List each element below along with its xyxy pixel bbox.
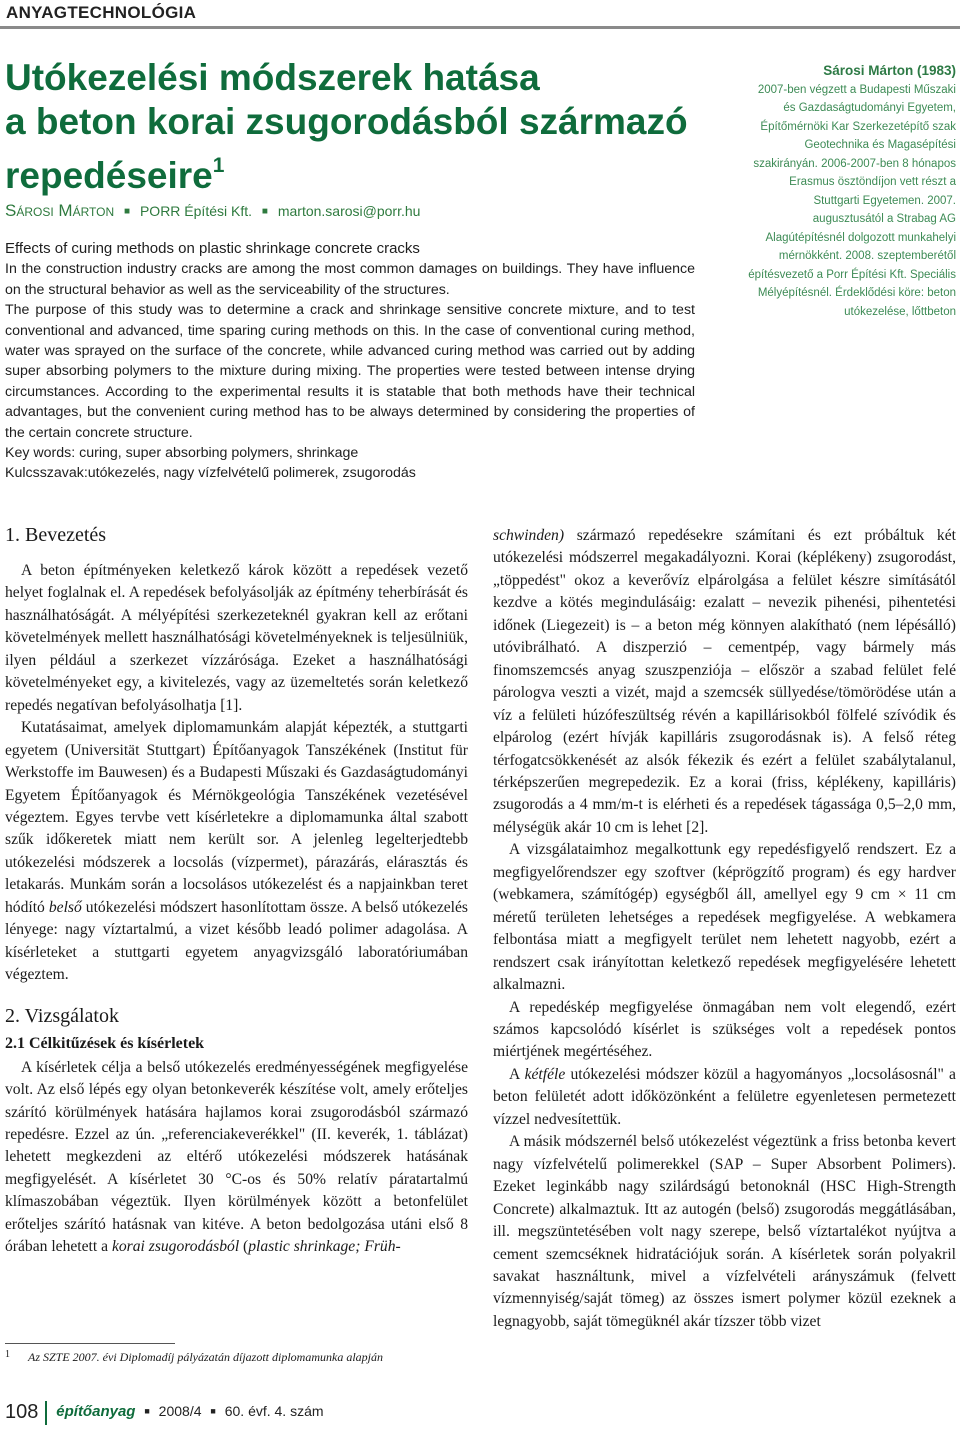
- section-header: ANYAGTECHNOLÓGIA: [0, 0, 960, 27]
- byline: [5, 201, 745, 221]
- author-name: Sárosi Márton: [5, 201, 115, 220]
- body-text: utókezelési módszert hasonlítottam össze. A belső utókezelés lényege: nagy víztartalmú, a vizet később leadó polimer adagolása. A kísérleteket a stuttgarti egyetem anyagvizsgáló laboratóriumában végeztem.: [5, 898, 468, 984]
- journal-issue: 2008/4: [158, 1403, 202, 1419]
- abstract-paragraph: [5, 300, 695, 443]
- section-heading: 2. Vizsgálatok: [5, 1004, 119, 1027]
- body-emphasis: plastic shrinkage; Früh-: [248, 1238, 401, 1256]
- body-paragraph: A vizsgálataimhoz megalkottunk egy repedésfigyelő rendszert. Ez a megfigyelőrendszer egy szoftver (képrögzítő program) és egy hardver (webkamera, számítógép) egységből áll, amellyel egy 9 cm × 11 cm méretű területen lehetséges a repedések megfigyelése. A webkamera felbontása miatt a megfigyelt terület nem lehetett nagyobb, ezért a rendszert csak irányítottan keletkező repedések megfigyelésére lehetett alkalmazni.: [493, 841, 956, 994]
- body-text: A: [509, 1065, 525, 1083]
- header-rule: [0, 26, 960, 29]
- footer-separator: ■: [144, 1406, 150, 1416]
- journal-volume: 60. évf. 4. szám: [224, 1403, 324, 1419]
- author-email[interactable]: marton.sarosi@porr.hu: [277, 203, 421, 219]
- keywords-english: Key words: curing, super absorbing polymers, shrinkage: [5, 445, 359, 462]
- footnote-text: Az SZTE 2007. évi Diplomadíj pályázatán díjazott diplomamunka alapján: [28, 1350, 383, 1364]
- title-line-2: a beton korai zsugorodásból származó: [5, 101, 688, 142]
- body-emphasis: kétféle: [524, 1065, 566, 1083]
- abstract-paragraph: In the construction industry cracks are among the most common damages on buildings. They have influence on the structural behavior as well as the serviceability of the structures.: [5, 261, 695, 298]
- bio-text: 2007-ben végzett a Budapesti Műszaki és Gazdaságtudományi Egyetem, Építőmérnöki Kar Szerkezetépítő szak Geotechnika és Magasépítési szakirányán. 2006-2007-ben 8 hónapos Erasmus ösztöndíjon vett részt a Stuttgarti Egyetemen. 2007. augusztusától a Strabag AG Alagútépítésnél dolgozott munkahelyi mérnökként. 2008. szeptemberétől építésvezető a Porr Építési Kft. Speciális Mélyépítésnél. Érdeklődési köre: beton utókezelése, lőttbeton: [748, 83, 956, 318]
- footnote-mark: 1: [5, 1349, 10, 1360]
- body-emphasis: belső: [48, 898, 82, 916]
- body-text: származó repedésekre számítani és ezt próbáltuk két utókezelési módszerrel megakadályozni. Korai (képlékeny) zsugorodást, „töppedést" okoz a keverővíz elpárolgása a felület készre simításától kezdve a kötés megindulásáig: ezalatt – nevezik pihenési, pihentetési időnek (Liegezeit) is – a beton még könnyen alakítható (nem lépésálló) utóvibrálható. A diszperzió – cementpép, vagy bármely más finomszemcsés anyag szuszpenziója – először a szabad felület felé párologva veszti a vizét, majd a szemcsék süllyedése/tömörödése után a víz a felületi húzófeszültség révén a kapillárisokból fölfelé szívódik és elpárolog (ezért hívják kapilláris zsugorodásnak is). A felső réteg térfogatcsökkenését az alsók fékezik és ezért a felület szabálytalanul, térképszerűen megrepedezik. Ez a korai (friss, képlékeny, kapilláris) zsugorodás a 4 mm/m-t is elérheti és a repedések tágassága 0,5–2,0 mm, mélységük akár 10 cm is lehet [2].: [493, 527, 956, 836]
- body-text: (: [239, 1238, 249, 1256]
- abstract-text: The purpose of this study was to determine a crack and shrinkage sensitive concrete mixture, and to test conventional and advanced, time sparing curing methods on this. In the case of conventional curing method, water was sprayed on the surface of the concrete, while advanced curing method was carried out by adding super absorbing polymers to the mixture during mixing.: [5, 302, 695, 380]
- author-bio: [745, 62, 956, 321]
- body-paragraph: [493, 1064, 956, 1131]
- footnote: [5, 1347, 475, 1365]
- article-title: [5, 56, 745, 198]
- section-heading: 1. Bevezetés: [5, 524, 107, 546]
- title-line-3: repedéseire: [5, 155, 213, 196]
- journal-name: építőanyag: [56, 1403, 136, 1420]
- abstract-title: Effects of curing methods on plastic shrinkage concrete cracks: [5, 240, 420, 257]
- body-emphasis: schwinden): [493, 527, 565, 544]
- right-column: [493, 525, 956, 1333]
- body-emphasis: korai zsugorodásból: [111, 1238, 240, 1256]
- body-paragraph: [5, 717, 468, 986]
- byline-separator: ■: [124, 206, 131, 217]
- page-number: 108: [5, 1401, 39, 1423]
- author-company: PORR Építési Kft.: [139, 203, 253, 219]
- body-paragraph: A másik módszernél belső utókezelést végeztünk a friss betonba kevert nagy vízfelvételű polimerekkel (SAP – Super Absorbent Polimers). Ezeket leginkább nagy szilárdságú betonoknál (HSC High-Strength Concrete) alkalmaztuk. Itt az autogén (belső) zsugorodás meggátlásában, ill. megszüntetésében volt nagy szerepe, belső víztartalékot nyújtva a cement szemcséknek hidratációjuk során. A kísérletek során polyakril savakat használtunk, mivel a vízfelvételi arányszámuk (felvett vízmennyiség/saját tömeg) az összes ismert polymer közül ezeknek a legnagyobb, saját tömegüknél akár tízszer több vizet: [493, 1133, 956, 1330]
- body-paragraph: A repedéskép megfigyelése önmagában nem volt elegendő, ezért számos kapcsolódó kísérlet is szükséges volt a repedések pontos miértjének megértéséhez.: [493, 998, 956, 1061]
- body-paragraph: [493, 525, 956, 839]
- body-text: A kísérletek célja a belső utókezelés eredményességének megfigyelése volt. Az első lépés egy olyan betonkeverék készítése volt, amely erőteljes szárító körülmények hatására hajlamos korai zsugorodásból származó repedésre. Ezzel az ún. „referenciakeverékkel" (II. keverék, 1. táblázat) lehetett megkezdeni az eltérő utókezelési módszerek hatásának megfigyelését. A kísérletet 30 °C-os és 50% relatív páratartalmú klímaszobában végeztük. Ilyen körülmények között a betonfelület erőteljes szárító hatásnak van kitéve. A beton bedolgozása utáni első 8 órában lehetett a: [5, 1058, 468, 1256]
- body-paragraph: [5, 1057, 468, 1259]
- keywords-hungarian: Kulcsszavak:utókezelés, nagy vízfelvételű polimerek, zsugorodás: [5, 465, 416, 482]
- title-footnote-mark: 1: [212, 154, 225, 177]
- abstract-text: The properties were tested between intense drying circumstances. According to the experimental results it is statable that both methods have their technical advantages, but the convenient curing method has to be always determined by considering the properties of the certain concrete structure.: [5, 363, 695, 441]
- bio-name: Sárosi Márton (1983): [823, 63, 956, 78]
- body-text: utókezelési módszer közül a hagyományos „locsolásosnál" a beton felületét adott időközönként a felületre egyenletesen permetezett vízzel nedvesítettük.: [493, 1065, 956, 1128]
- title-line-1: Utókezelési módszerek hatása: [5, 57, 540, 98]
- subsection-heading: 2.1 Célkitűzések és kísérletek: [5, 1034, 205, 1052]
- body-text: Kutatásaimat, amelyek diplomamunkám alapját képezték, a stuttgarti egyetem (Universität Stuttgart) Építőanyagok Tanszékének (Institut für Werkstoffe im Bauwesen) és a Budapesti Műszaki és Gazdaságtudományi Egyetem Építőanyagok és Mérnökgeológia Tanszékének vezetésével végeztem. Egyes tervbe vett kísérletekre a diplomamunka által szabott szűk időkeretek miatt nem került sor. A jelenleg legelterjedtebb utókezelési módszerek a locsolás (vízpermet), párazárás, elárasztás és letakarás. Munkám során a locsolásos utókezelést és a napjainkban teret hódító: [5, 719, 468, 916]
- abstract: [5, 239, 695, 484]
- footer-separator: ■: [210, 1406, 216, 1416]
- left-column: [5, 522, 468, 1259]
- byline-separator: ■: [261, 206, 268, 217]
- body-paragraph: A beton építményeken keletkező károk között a repedések vezető helyet foglalnak el. A repedések befolyásolják az építmény teherbírását és használhatóságát. A mélyépítési szerkezeteknél gyakran kell az erőtani követelmények mellett használhatósági követelményeknek is teljesülniük, ilyen például a szerkezet vízzárósága. Ezeket a használhatósági követelményeket egy, a kivitelezés, vagy az üzemeltetés során keletkező repedés negatívan befolyásolhatja [1].: [5, 562, 468, 714]
- page-footer: [5, 1401, 605, 1424]
- footnote-rule: [5, 1343, 175, 1344]
